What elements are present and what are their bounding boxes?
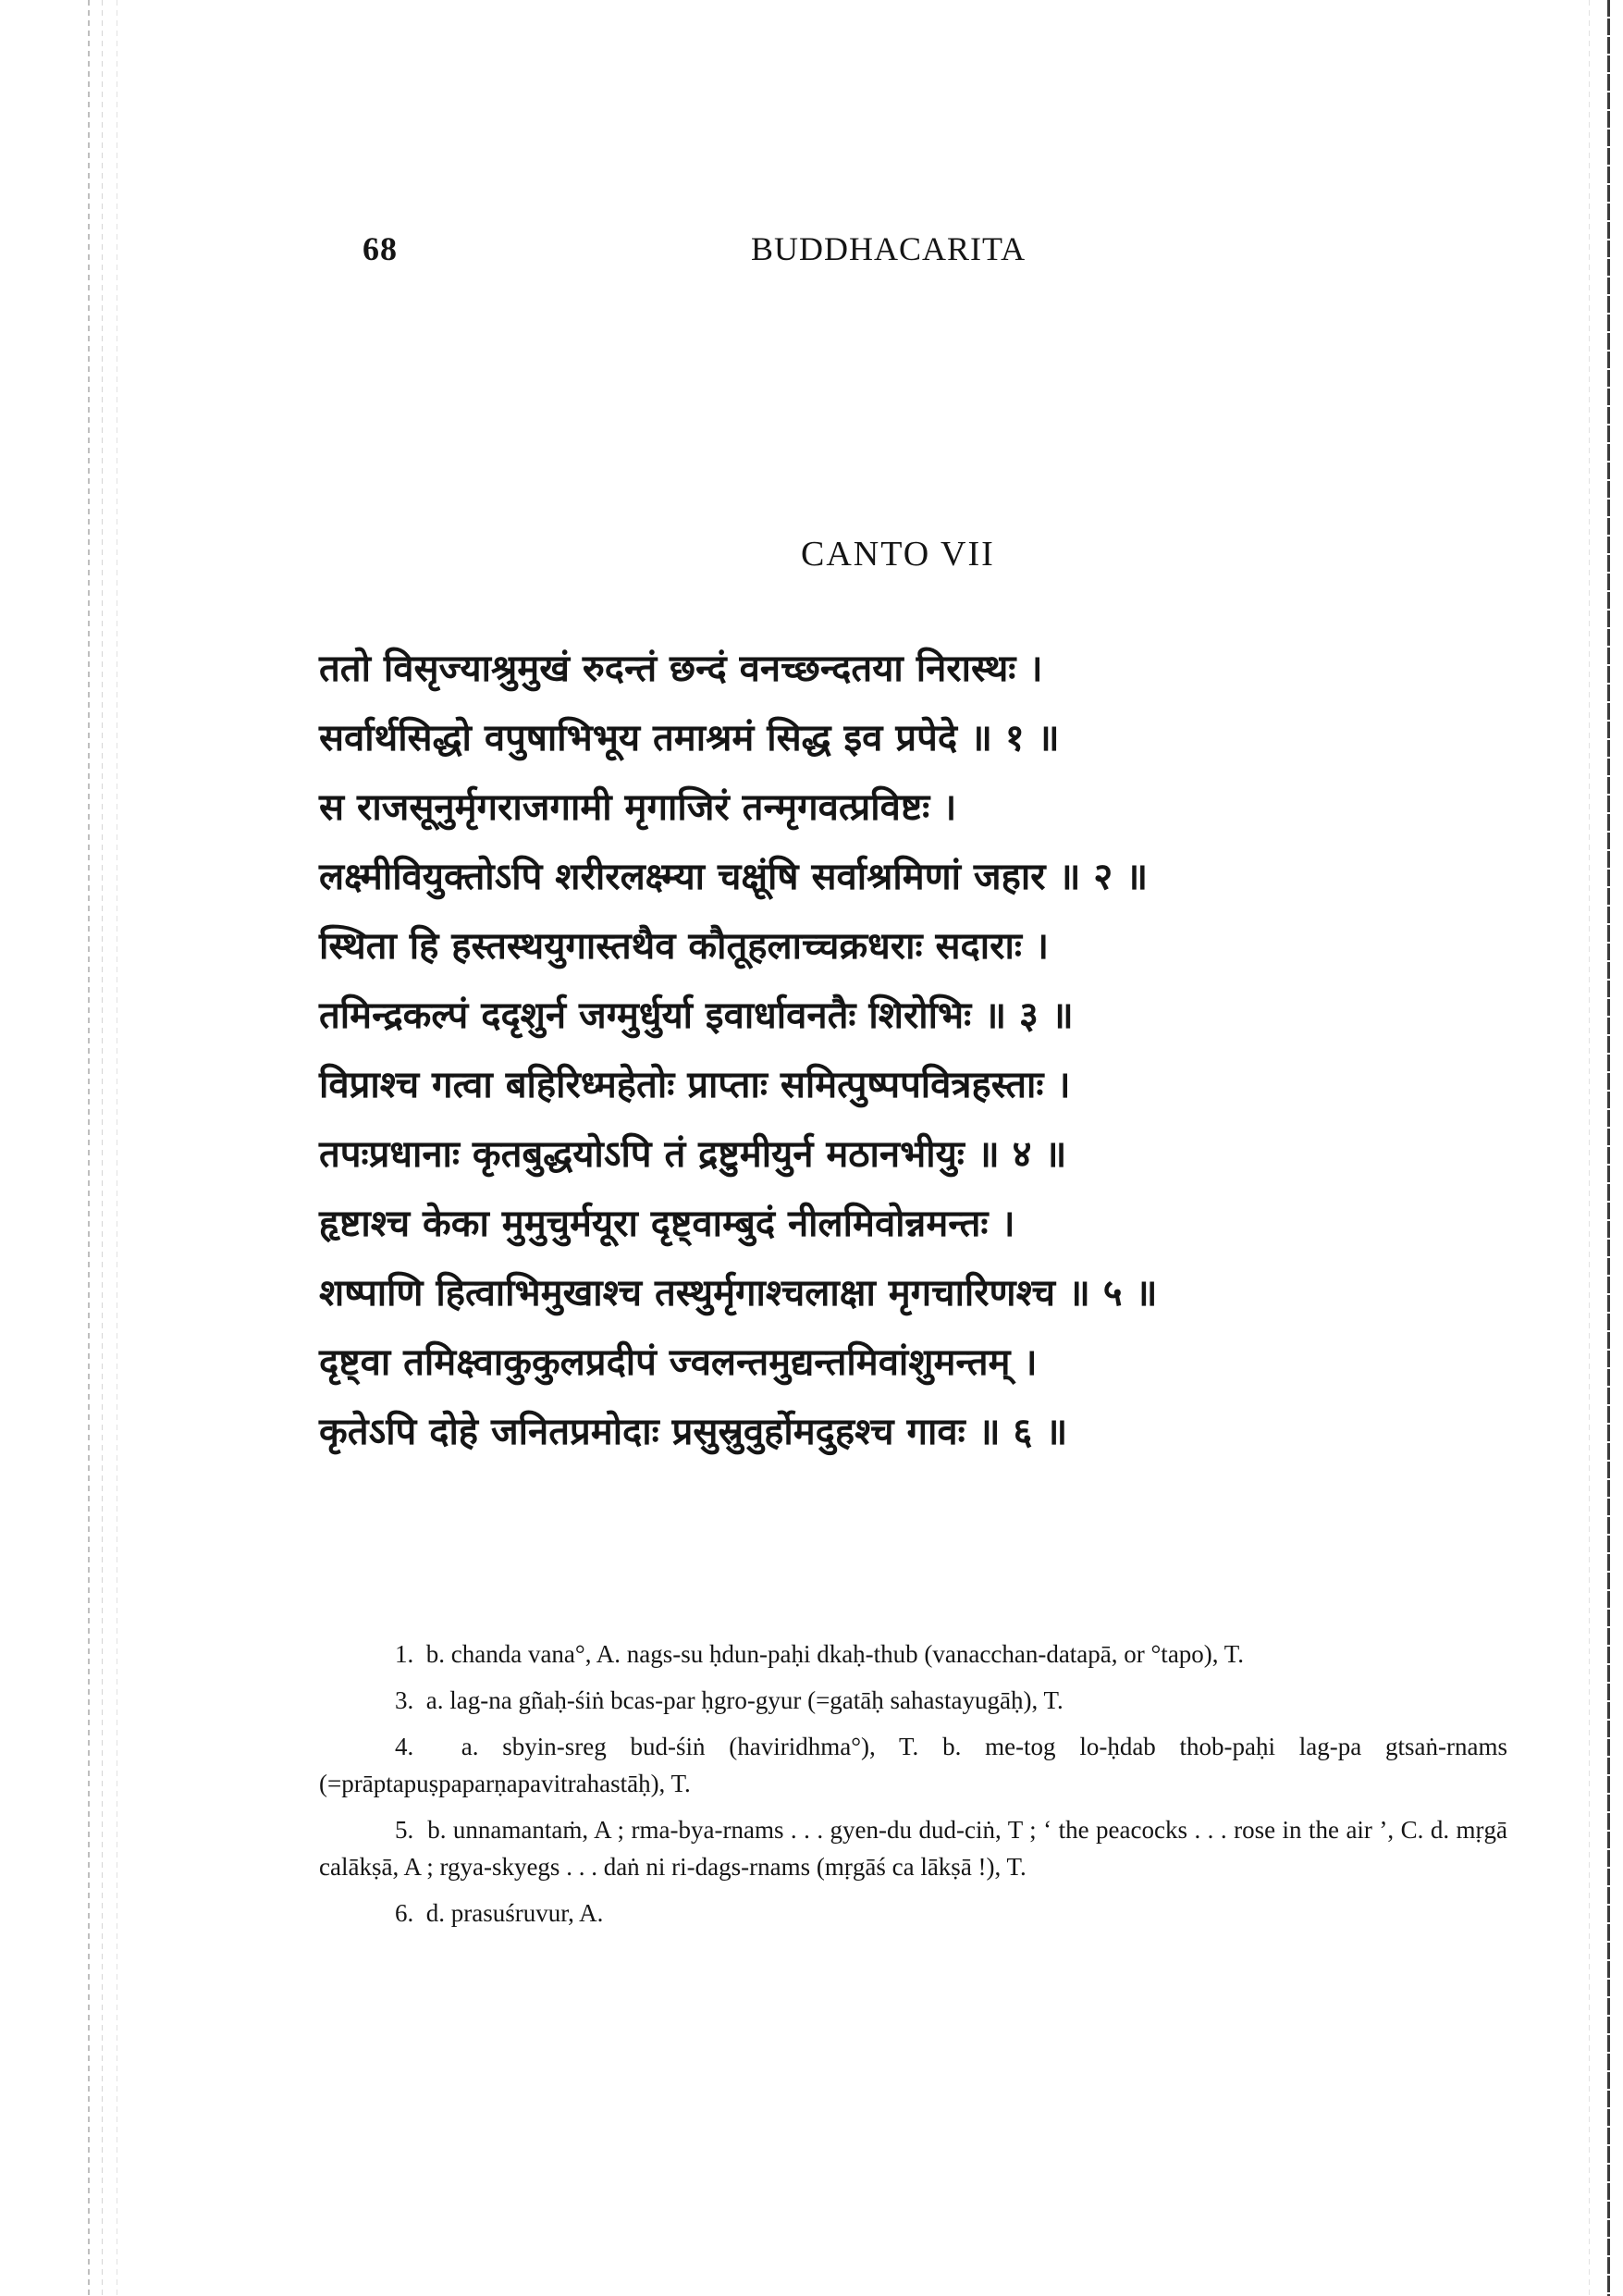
scan-edge-right	[1607, 0, 1610, 2296]
verse-line: विप्राश्च गत्वा बहिरिध्महेतोः प्राप्ताः समित्पुष्पपवित्रहस्ताः ।	[319, 1064, 1071, 1106]
canto-title: CANTO VII	[801, 535, 995, 574]
footnote	[319, 1728, 1507, 1802]
verse-line: तपःप्रधानाः कृतबुद्धयोऽपि तं द्रष्टुमीयुर्न मठानभीयुः ॥ ४ ॥	[319, 1133, 1067, 1176]
scan-edge-left	[88, 0, 90, 2296]
footnote-number: 6.	[395, 1899, 414, 1927]
footnote-text: b. unnamantaṁ, A ; rma-bya-rnams . . . gyen-du dud-ciṅ, T ; ‘ the peacocks . . . rose in the air ’, C. d. mṛgā calākṣā, A ; rgya-skyegs . . . daṅ ni ri-dags-rnams (mṛgāś ca lākṣā !), T.	[319, 1816, 1508, 1881]
running-title: BUDDHACARITA	[751, 230, 1027, 267]
footnote	[319, 1636, 1507, 1673]
footnote-text: b. chanda vana°, A. nags-su ḥdun-paḥi dkaḥ-thub (vanacchan-datapā, or °tapo), T.	[425, 1640, 1245, 1668]
footnote	[319, 1682, 1507, 1719]
verse-block	[319, 635, 1521, 1467]
scan-edge-right-faint	[1589, 0, 1590, 2296]
footnote-number: 5.	[395, 1816, 414, 1844]
footnote-number: 1.	[395, 1640, 414, 1668]
footnote	[319, 1811, 1507, 1885]
footnote-number: 3.	[395, 1686, 414, 1714]
verse-line: हृष्टाश्च केका मुमुचुर्मयूरा दृष्ट्वाम्बुदं नीलमिवोन्नमन्तः ।	[319, 1203, 1015, 1245]
verse-line: तमिन्द्रकल्पं ददृशुर्न जग्मुर्धुर्या इवार्धावनतैः शिरोभिः ॥ ३ ॥	[319, 994, 1074, 1037]
verse-line: शष्पाणि हित्वाभिमुखाश्च तस्थुर्मृगाश्चलाक्षा मृगचारिणश्च ॥ ५ ॥	[319, 1272, 1158, 1315]
page-number: 68	[363, 230, 398, 267]
footnote-text: a. lag-na gñaḥ-śiṅ bcas-par ḥgro-gyur (=gatāḥ sahastayugāḥ), T.	[425, 1686, 1064, 1714]
footnotes	[319, 1636, 1507, 1941]
verse-line: स राजसूनुर्मृगराजगामी मृगाजिरं तन्मृगवत्प्रविष्टः ।	[319, 786, 957, 829]
verse-line: ततो विसृज्याश्रुमुखं रुदन्तं छन्दं वनच्छन्दतया निरास्थः ।	[319, 648, 1043, 690]
footnote-text: a. sbyin-sreg bud-śiṅ (haviridhma°), T. b. me-tog lo-ḥdab thob-paḥi lag-pa gtsaṅ-rnams (=prāptapuṣpaparṇapavitrahastāḥ), T.	[319, 1733, 1507, 1797]
scan-edge-left-faint	[102, 0, 103, 2296]
footnote-number: 4.	[395, 1733, 414, 1760]
verse-line: कृतेऽपि दोहे जनितप्रमोदाः प्रसुस्रुवुर्होमदुहश्च गावः ॥ ६ ॥	[319, 1411, 1068, 1453]
verse-line: सर्वार्थसिद्धो वपुषाभिभूय तमाश्रमं सिद्ध इव प्रपेदे ॥ १ ॥	[319, 717, 1060, 759]
footnote-text: d. prasuśruvur, A.	[425, 1899, 604, 1927]
verse-line: दृष्ट्वा तमिक्ष्वाकुकुलप्रदीपं ज्वलन्तमुद्यन्तमिवांशुमन्तम् ।	[319, 1341, 1038, 1384]
verse-line: स्थिता हि हस्तस्थयुगास्तथैव कौतूहलाच्चक्रधराः सदाराः ।	[319, 925, 1050, 968]
verse-line: लक्ष्मीवियुक्तोऽपि शरीरलक्ष्म्या चक्षूंषि सर्वाश्रमिणां जहार ॥ २ ॥	[319, 856, 1149, 898]
page-header	[0, 229, 1623, 276]
footnote	[319, 1895, 1507, 1932]
